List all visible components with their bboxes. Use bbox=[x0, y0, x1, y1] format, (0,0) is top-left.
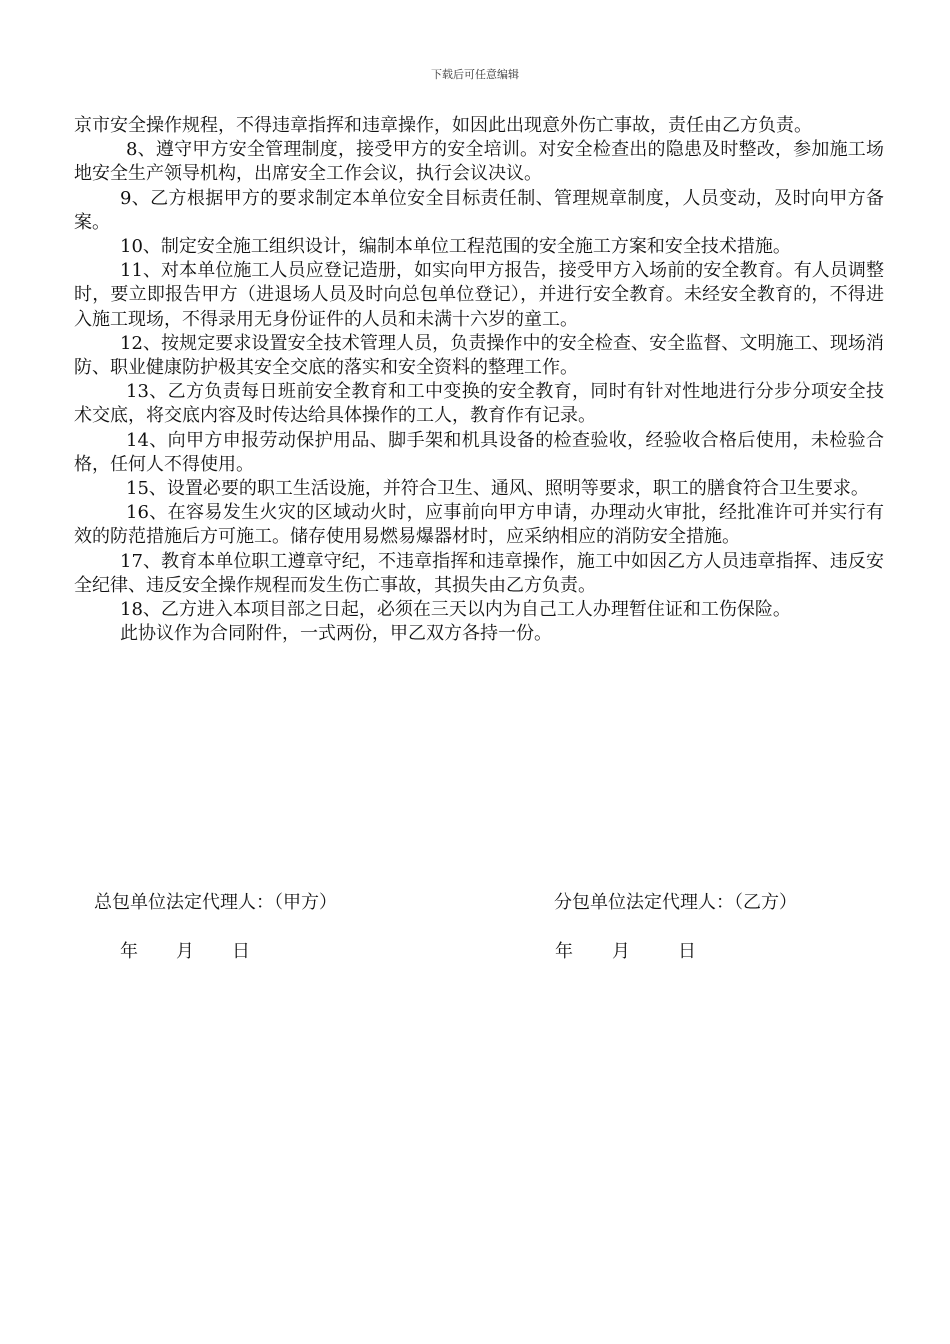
party-b-date-day: 日 bbox=[678, 941, 696, 962]
paragraph-item-10: 10、制定安全施工组织设计，编制本单位工程范围的安全施工方案和安全技术措施。 bbox=[120, 236, 791, 258]
paragraph-item-18: 18、乙方进入本项目部之日起，必须在三天以内为自己工人办理暂住证和工伤保险。 bbox=[120, 599, 791, 621]
paragraph-item-13: 13、乙方负责每日班前安全教育和工中变换的安全教育，同时有针对性地进行分步分项安全技术交底，将交底内容及时传达给具体操作的工人，教育作有记录。 bbox=[74, 381, 884, 427]
party-b-date-year: 年 bbox=[555, 941, 573, 962]
party-b-date-month: 月 bbox=[612, 941, 630, 962]
party-a-date-day: 日 bbox=[232, 941, 250, 962]
party-b-signature-label: 分包单位法定代理人：（乙方） bbox=[554, 892, 797, 913]
paragraph-closing-note: 此协议作为合同附件，一式两份，甲乙双方各持一份。 bbox=[120, 623, 552, 645]
paragraph-item-17: 17、教育本单位职工遵章守纪，不违章指挥和违章操作，施工中如因乙方人员违章指挥、违反安全纪律、违反安全操作规程而发生伤亡事故，其损失由乙方负责。 bbox=[74, 550, 884, 596]
paragraph-item-15: 15、设置必要的职工生活设施，并符合卫生、通风、照明等要求，职工的膳食符合卫生要求。 bbox=[126, 478, 869, 500]
document-body bbox=[74, 114, 884, 646]
paragraph-item-8: 8、遵守甲方安全管理制度，接受甲方的安全培训。对安全检查出的隐患及时整改，参加施工场地安全生产领导机构，出席安全工作会议，执行会议决议。 bbox=[74, 139, 884, 185]
paragraph-item-14: 14、向甲方申报劳动保护用品、脚手架和机具设备的检查验收，经验收合格后使用，未检验合格，任何人不得使用。 bbox=[74, 429, 884, 475]
party-a-date-year: 年 bbox=[120, 941, 138, 962]
paragraph-continuation: 京市安全操作规程，不得违章指挥和违章操作，如因此出现意外伤亡事故，责任由乙方负责。 bbox=[74, 115, 812, 136]
party-a-date-month: 月 bbox=[176, 941, 194, 962]
paragraph-item-9: 9、乙方根据甲方的要求制定本单位安全目标责任制、管理规章制度，人员变动，及时向甲方备案。 bbox=[74, 187, 884, 233]
page-header-note: 下载后可任意编辑 bbox=[431, 68, 519, 81]
paragraph-item-12: 12、按规定要求设置安全技术管理人员，负责操作中的安全检查、安全监督、文明施工、现场消防、职业健康防护极其安全交底的落实和安全资料的整理工作。 bbox=[74, 332, 884, 379]
paragraph-item-11: 11、对本单位施工人员应登记造册，如实向甲方报告，接受甲方入场前的安全教育。有人员调整时，要立即报告甲方（进退场人员及时向总包单位登记），并进行安全教育。未经安全教育的，不得进入施工现场，不得录用无身份证件的人员和未满十六岁的童工。 bbox=[74, 260, 884, 330]
party-a-signature-label: 总包单位法定代理人：（甲方） bbox=[94, 892, 337, 913]
paragraph-item-16: 16、在容易发生火灾的区域动火时，应事前向甲方申请，办理动火审批，经批准许可并实行有效的防范措施后方可施工。储存使用易燃易爆器材时，应采纳相应的消防安全措施。 bbox=[74, 502, 884, 548]
